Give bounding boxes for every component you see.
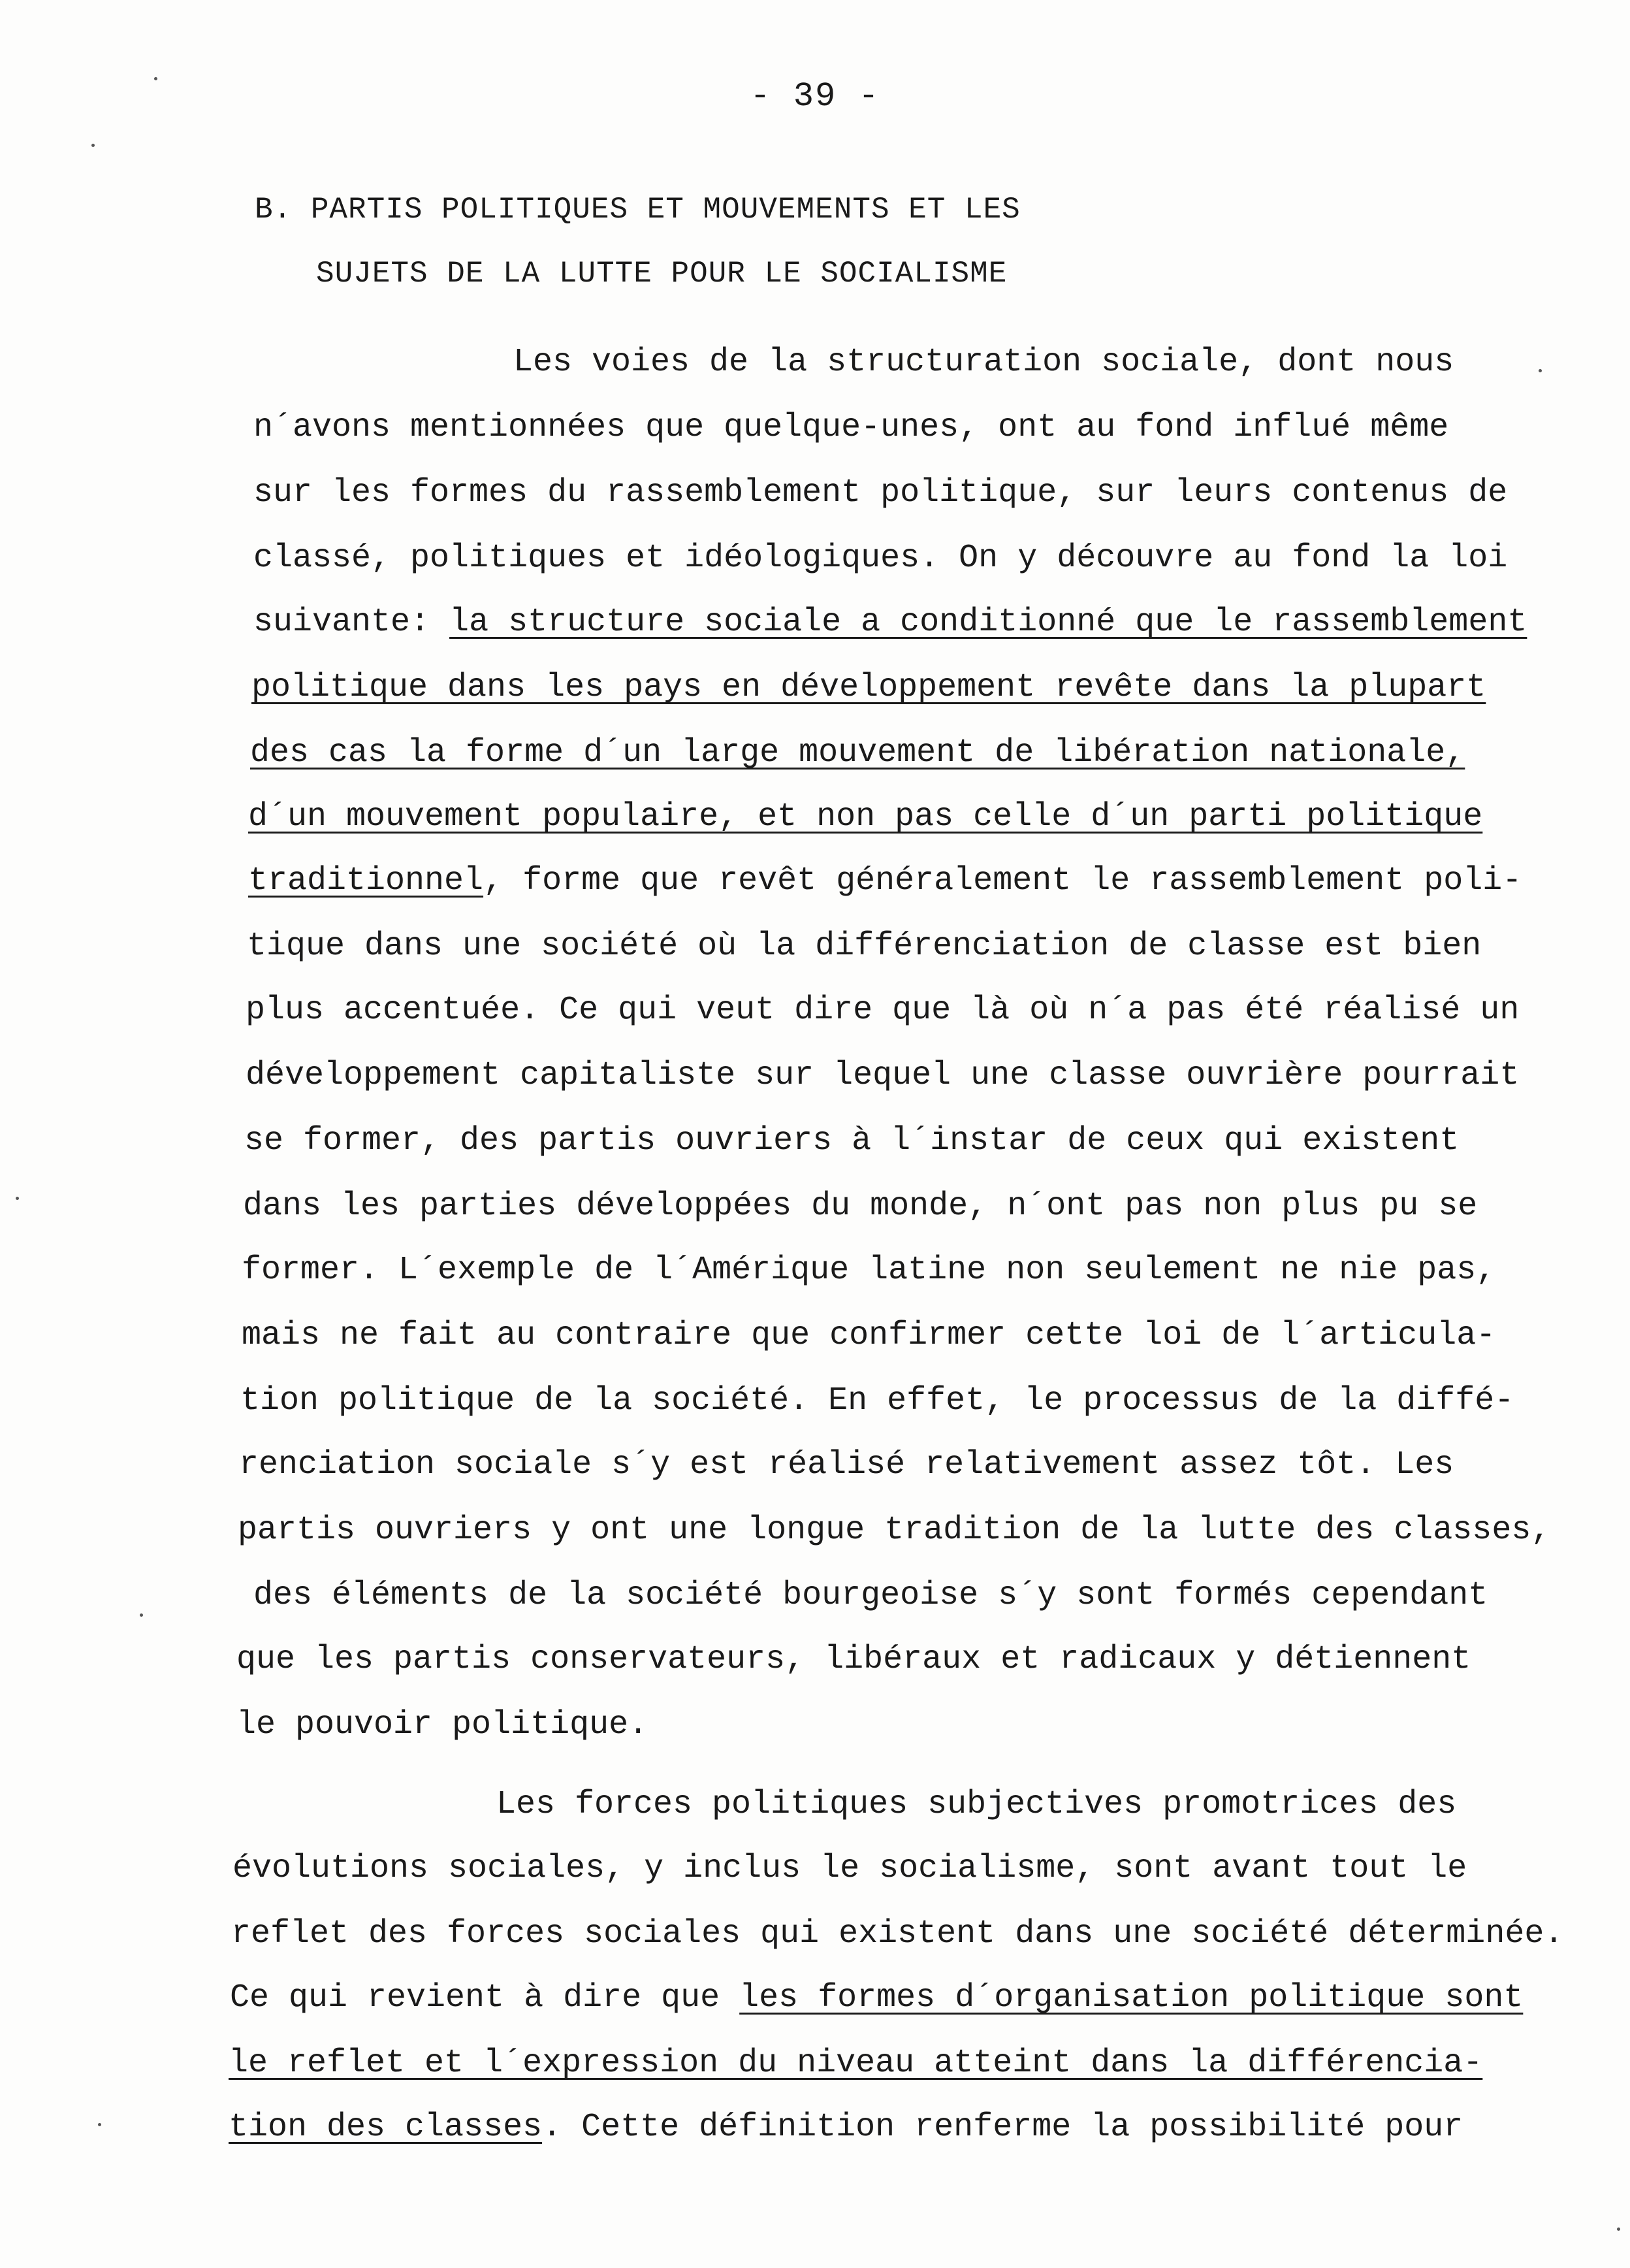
text-line: Les forces politiques subjectives promotrices des	[496, 1786, 1457, 1823]
text-line: tion politique de la société. En effet, le processus de la diffé-	[240, 1382, 1514, 1419]
text-line	[229, 2111, 1463, 2144]
scan-speck	[98, 2123, 101, 2126]
text-line	[250, 734, 1465, 771]
scan-speck	[91, 144, 95, 147]
text-line: mais ne fait au contraire que confirmer cette loi de l´articula-	[242, 1317, 1496, 1354]
underlined-emphasis: traditionnel	[248, 862, 484, 899]
scan-speck	[1539, 369, 1542, 372]
text-span: Ce qui revient à dire que	[230, 1979, 740, 2017]
text-span: , forme que revêt généralement le rassemblement poli-	[483, 862, 1522, 899]
underlined-emphasis: d´un mouvement populaire, et non pas celle d´un parti politique	[248, 798, 1483, 835]
text-line: classé, politiques et idéologiques. On y découvre au fond la loi	[253, 540, 1508, 577]
text-line	[251, 669, 1486, 706]
underlined-emphasis: tion des classes	[229, 2109, 543, 2146]
section-heading-line-2: SUJETS DE LA LUTTE POUR LE SOCIALISME	[316, 257, 1008, 291]
text-line: dans les parties développées du monde, n´ont pas non plus pu se	[243, 1188, 1478, 1225]
underlined-emphasis: politique dans les pays en développement revête dans la plupart	[251, 669, 1486, 706]
underlined-emphasis: le reflet et l´expression du niveau atteint dans la différencia-	[229, 2045, 1483, 2082]
text-line: renciation sociale s´y est réalisé relativement assez tôt. Les	[239, 1446, 1454, 1483]
text-line	[248, 862, 1522, 899]
scan-speck	[16, 1197, 19, 1200]
text-line: Les voies de la structuration sociale, dont nous	[513, 344, 1454, 381]
text-line: partis ouvriers y ont une longue tradition de la lutte des classes,	[238, 1512, 1551, 1549]
underlined-emphasis: des cas la forme d´un large mouvement de libération nationale,	[250, 734, 1465, 771]
underlined-emphasis: les formes d´organisation politique sont	[739, 1979, 1524, 2017]
text-line: des éléments de la société bourgeoise s´y sont formés cependant	[253, 1577, 1488, 1614]
scan-speck	[140, 1613, 143, 1617]
text-line	[253, 606, 1527, 639]
underlined-emphasis: la structure sociale a conditionné que le rassemblement	[449, 604, 1527, 641]
text-line: tique dans une société où la différenciation de classe est bien	[247, 928, 1482, 965]
text-line: n´avons mentionnées que quelque-unes, ont au fond influé même	[253, 409, 1449, 446]
section-heading-line-1: B. PARTIS POLITIQUES ET MOUVEMENTS ET LES	[255, 193, 1021, 227]
text-line: développement capitaliste sur lequel une classe ouvrière pourrait	[246, 1057, 1520, 1094]
text-line: former. L´exemple de l´Amérique latine non seulement ne nie pas,	[242, 1252, 1496, 1289]
page-number: - 39 -	[750, 77, 880, 116]
text-span: suivante:	[253, 604, 450, 641]
text-line: sur les formes du rassemblement politique, sur leurs contenus de	[253, 474, 1508, 511]
text-line: se former, des partis ouvriers à l´instar de ceux qui existent	[244, 1122, 1460, 1159]
scan-speck	[1617, 2228, 1620, 2231]
text-line: évolutions sociales, y inclus le socialisme, sont avant tout le	[232, 1850, 1467, 1887]
text-line: reflet des forces sociales qui existent dans une société déterminée.	[231, 1915, 1564, 1952]
text-line: que les partis conservateurs, libéraux et radicaux y détiennent	[236, 1641, 1471, 1678]
text-line: plus accentuée. Ce qui veut dire que là où n´a pas été réalisé un	[246, 992, 1520, 1029]
text-line	[248, 798, 1483, 835]
scan-speck	[154, 77, 157, 80]
text-line	[229, 2047, 1482, 2080]
text-line	[230, 1979, 1524, 2017]
text-span: . Cette définition renferme la possibilité pour	[542, 2109, 1463, 2146]
text-line: le pouvoir politique.	[236, 1706, 648, 1743]
